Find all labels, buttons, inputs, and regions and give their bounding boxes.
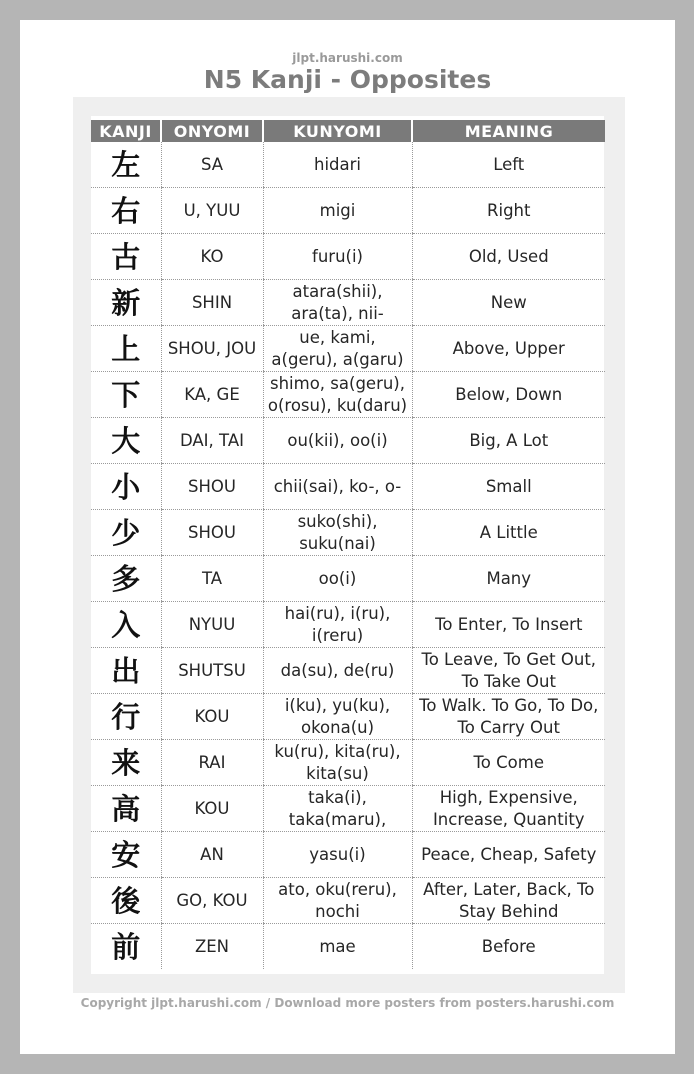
kanji-cell: 後 — [91, 878, 161, 924]
onyomi-cell: NYUU — [161, 602, 263, 648]
table-row — [91, 648, 605, 694]
kunyomi-cell: taka(i), taka(maru), — [263, 786, 412, 832]
onyomi-cell: U, YUU — [161, 188, 263, 234]
column-header-onyomi: ONYOMI — [161, 120, 263, 142]
kanji-cell: 来 — [91, 740, 161, 786]
onyomi-cell: KOU — [161, 786, 263, 832]
kanji-cell: 高 — [91, 786, 161, 832]
meaning-cell: Many — [412, 556, 605, 602]
onyomi-cell: SHUTSU — [161, 648, 263, 694]
table-row — [91, 234, 605, 280]
meaning-cell: Before — [412, 924, 605, 970]
kunyomi-cell: furu(i) — [263, 234, 412, 280]
kunyomi-cell: shimo, sa(geru), o(rosu), ku(daru) — [263, 372, 412, 418]
kanji-cell: 少 — [91, 510, 161, 556]
meaning-cell: Right — [412, 188, 605, 234]
kunyomi-cell: ou(kii), oo(i) — [263, 418, 412, 464]
meaning-cell: Left — [412, 142, 605, 188]
onyomi-cell: SHOU — [161, 464, 263, 510]
table-body — [91, 142, 605, 969]
kunyomi-cell: da(su), de(ru) — [263, 648, 412, 694]
table-row — [91, 510, 605, 556]
kanji-cell: 大 — [91, 418, 161, 464]
kanji-cell: 前 — [111, 929, 141, 964]
table-row — [91, 464, 605, 510]
kunyomi-cell: chii(sai), ko-, o- — [263, 464, 412, 510]
table-row — [91, 372, 605, 418]
table-row — [91, 786, 605, 832]
table-row — [91, 924, 605, 970]
kunyomi-cell: ato, oku(reru), nochi — [263, 878, 412, 924]
kunyomi-cell: mae — [263, 924, 412, 970]
onyomi-cell: ZEN — [161, 924, 263, 970]
table-row — [91, 602, 605, 648]
meaning-cell: To Leave, To Get Out, To Take Out — [412, 648, 605, 694]
meaning-cell: Below, Down — [412, 372, 605, 418]
onyomi-cell: SA — [161, 142, 263, 188]
kanji-cell: 入 — [91, 602, 161, 648]
kanji-cell: 古 — [91, 234, 161, 280]
kanji-cell: 新 — [91, 280, 161, 326]
onyomi-cell: RAI — [161, 740, 263, 786]
onyomi-cell: KOU — [161, 694, 263, 740]
table-row — [91, 832, 605, 878]
kanji-cell: 下 — [91, 372, 161, 418]
meaning-cell: To Enter, To Insert — [412, 602, 605, 648]
column-header-kanji: KANJI — [91, 120, 161, 142]
kanji-cell: 小 — [91, 464, 161, 510]
meaning-cell: Above, Upper — [412, 326, 605, 372]
table-row — [91, 694, 605, 740]
kanji-cell: 出 — [91, 648, 161, 694]
meaning-cell: To Walk. To Go, To Do, To Carry Out — [412, 694, 605, 740]
meaning-cell: To Come — [412, 740, 605, 786]
column-header-kunyomi: KUNYOMI — [263, 120, 412, 142]
page-title: N5 Kanji - Opposites — [203, 65, 492, 94]
table-row — [91, 280, 605, 326]
table-row — [91, 326, 605, 372]
table-row — [91, 418, 605, 464]
onyomi-cell: GO, KOU — [161, 878, 263, 924]
meaning-cell: New — [412, 280, 605, 326]
table-row — [91, 142, 605, 188]
meaning-cell: Big, A Lot — [412, 418, 605, 464]
kanji-table — [91, 120, 605, 969]
kunyomi-cell: ue, kami, a(geru), a(garu) — [263, 326, 412, 372]
kunyomi-cell: hai(ru), i(ru), i(reru) — [263, 602, 412, 648]
site-url[interactable]: jlpt.harushi.com — [292, 51, 403, 65]
meaning-cell: Peace, Cheap, Safety — [412, 832, 605, 878]
table-row — [91, 556, 605, 602]
meaning-cell: Small — [412, 464, 605, 510]
meaning-cell: After, Later, Back, To Stay Behind — [412, 878, 605, 924]
kanji-cell: 安 — [91, 832, 161, 878]
onyomi-cell: KO — [161, 234, 263, 280]
kanji-cell: 右 — [91, 188, 161, 234]
onyomi-cell: SHOU — [161, 510, 263, 556]
table-row — [91, 740, 605, 786]
kunyomi-cell: migi — [263, 188, 412, 234]
table-row — [91, 188, 605, 234]
kunyomi-cell: oo(i) — [263, 556, 412, 602]
kunyomi-cell: suko(shi), suku(nai) — [263, 510, 412, 556]
meaning-cell: Old, Used — [412, 234, 605, 280]
kunyomi-cell: ku(ru), kita(ru), kita(su) — [263, 740, 412, 786]
kunyomi-cell: hidari — [263, 142, 412, 188]
kunyomi-cell: yasu(i) — [263, 832, 412, 878]
copyright-footer: Copyright jlpt.harushi.com / Download more posters from posters.harushi.com — [80, 996, 615, 1010]
table-row — [91, 878, 605, 924]
onyomi-cell: AN — [161, 832, 263, 878]
onyomi-cell: KA, GE — [161, 372, 263, 418]
onyomi-cell: SHOU, JOU — [161, 326, 263, 372]
column-header-meaning: MEANING — [412, 120, 605, 142]
onyomi-cell: TA — [161, 556, 263, 602]
kanji-cell: 行 — [91, 694, 161, 740]
kunyomi-cell: atara(shii), ara(ta), nii- — [263, 280, 412, 326]
kunyomi-cell: i(ku), yu(ku), okona(u) — [263, 694, 412, 740]
kanji-cell: 上 — [91, 326, 161, 372]
kanji-cell: 左 — [91, 142, 161, 188]
onyomi-cell: SHIN — [161, 280, 263, 326]
meaning-cell: A Little — [412, 510, 605, 556]
kanji-cell: 多 — [91, 556, 161, 602]
onyomi-cell: DAI, TAI — [161, 418, 263, 464]
poster — [20, 20, 675, 1054]
meaning-cell: High, Expensive, Increase, Quantity — [412, 786, 605, 832]
table-header-row — [91, 120, 605, 142]
